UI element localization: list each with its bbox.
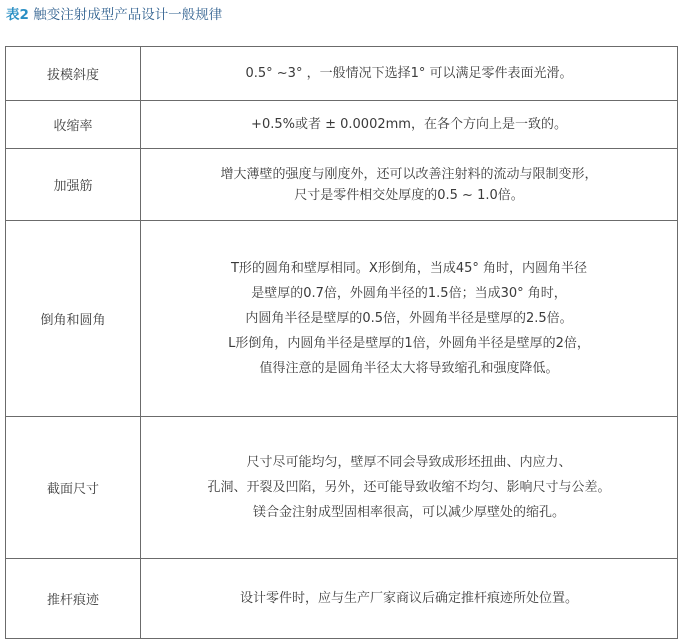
value-line: 内圆角半径是壁厚的0.5倍，外圆角半径是壁厚的2.5倍。 xyxy=(245,311,573,326)
table-row xyxy=(6,559,678,639)
table-row xyxy=(6,149,678,221)
row-value xyxy=(141,559,678,639)
value-line: 尺寸尽可能均匀，壁厚不同会导致成形坯扭曲、内应力、 xyxy=(246,455,572,470)
row-label: 推杆痕迹 xyxy=(6,559,141,639)
row-label: 加强筋 xyxy=(6,149,141,221)
value-line: 孔洞、开裂及凹陷，另外，还可能导致收缩不均匀、影响尺寸与公差。 xyxy=(207,480,611,495)
table-number: 表2 xyxy=(6,7,29,23)
value-line: T形的圆角和壁厚相同。X形倒角，当成45° 角时，内圆角半径 xyxy=(230,261,588,276)
row-label: 截面尺寸 xyxy=(6,417,141,559)
value-line: 设计零件时，应与生产厂家商议后确定推杆痕迹所处位置。 xyxy=(239,591,578,606)
table-row xyxy=(6,417,678,559)
row-value xyxy=(141,101,678,149)
table-title: 触变注射成型产品设计一般规律 xyxy=(33,7,223,23)
design-rules-table xyxy=(5,46,678,639)
row-value xyxy=(141,149,678,221)
table-row xyxy=(6,101,678,149)
row-label: 倒角和圆角 xyxy=(6,221,141,417)
table-row xyxy=(6,47,678,101)
value-line: 镁合金注射成型固相率很高，可以减少厚壁处的缩孔。 xyxy=(252,505,565,520)
table-caption xyxy=(6,6,222,24)
value-line: 增大薄壁的强度与刚度外，还可以改善注射料的流动与限制变形， xyxy=(220,166,598,182)
table-row xyxy=(6,221,678,417)
row-label: 收缩率 xyxy=(6,101,141,149)
value-line: 是壁厚的0.7倍，外圆角半径的1.5倍；当成30° 角时， xyxy=(251,286,567,301)
value-line: +0.5%或者 ± 0.0002mm，在各个方向上是一致的。 xyxy=(251,117,567,132)
row-value xyxy=(141,47,678,101)
value-line: 值得注意的是圆角半径太大将导致缩孔和强度降低。 xyxy=(259,361,559,376)
value-line: 尺寸是零件相交处厚度的0.5 ~ 1.0倍。 xyxy=(294,187,524,203)
value-line: 0.5° ~3° ，一般情况下选择1° 可以满足零件表面光滑。 xyxy=(245,66,573,81)
row-value xyxy=(141,417,678,559)
row-label: 拔模斜度 xyxy=(6,47,141,101)
row-value xyxy=(141,221,678,417)
value-line: L形倒角，内圆角半径是壁厚的1倍，外圆角半径是壁厚的2倍， xyxy=(228,336,590,351)
